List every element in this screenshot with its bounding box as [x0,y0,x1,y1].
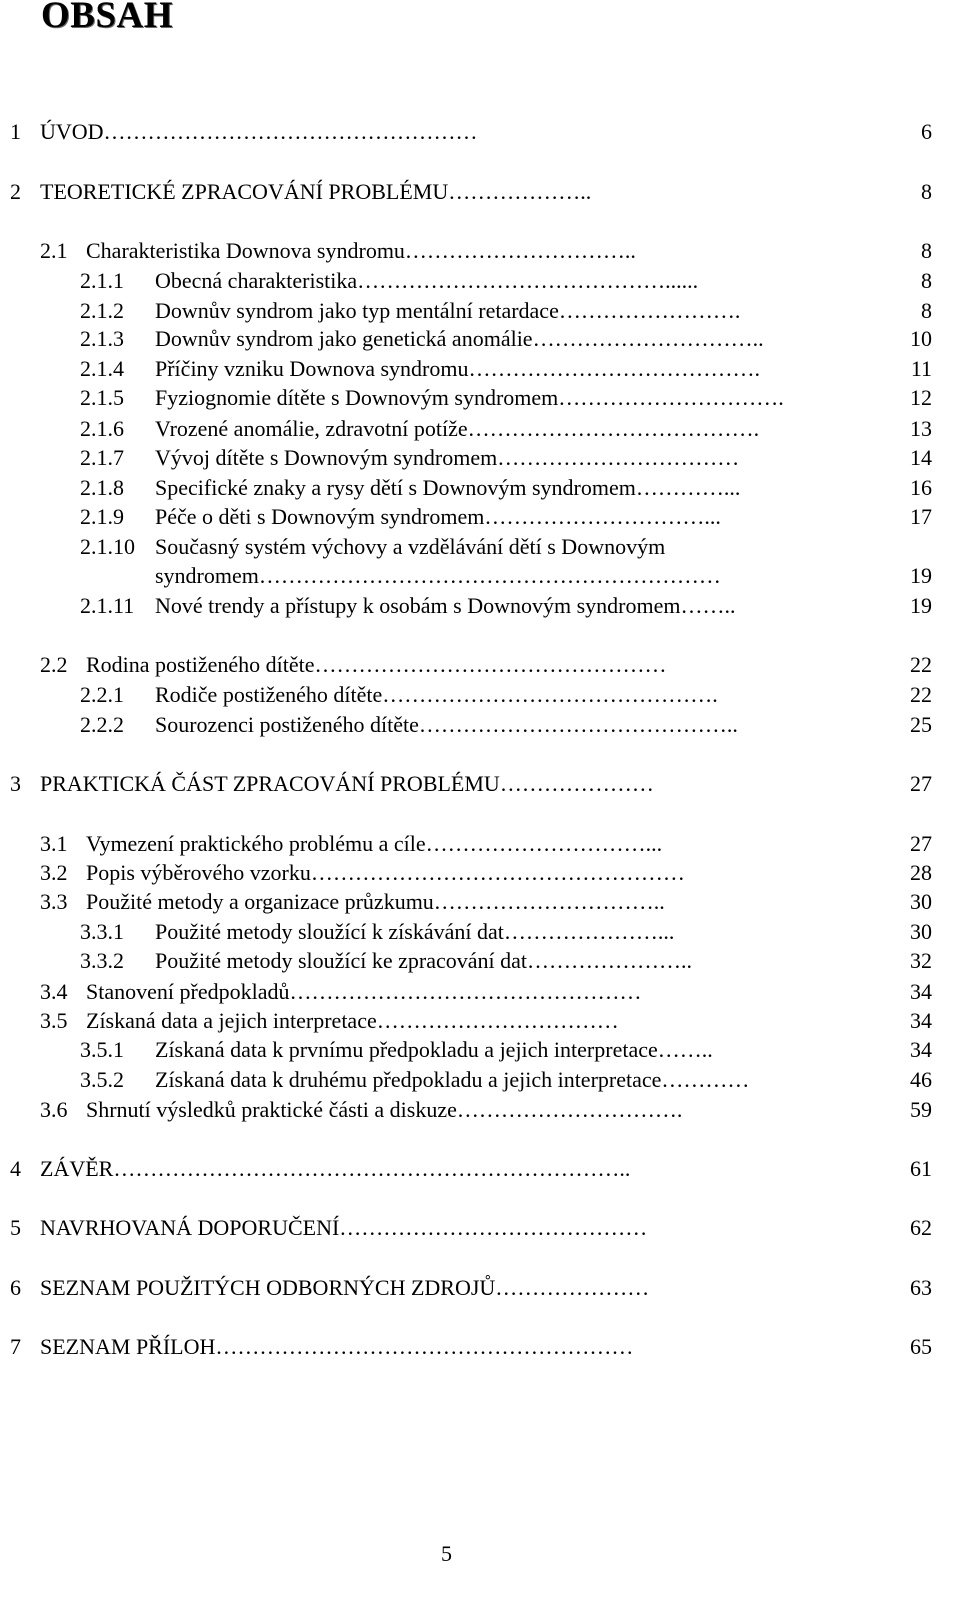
toc-entry-page: 27 [910,771,932,796]
toc-entry-page: 65 [910,1334,932,1359]
toc-entry-number: 6 [10,1275,21,1300]
toc-entry-title: Nové trendy a přístupy k osobám s Downovým syndromem…….. [155,593,736,618]
toc-entry-number: 3.4 [40,979,68,1004]
toc-entry-title: Použité metody sloužící k získávání dat…………………... [155,919,675,944]
toc-entry-page: 17 [910,504,932,529]
toc-entry-page: 8 [921,298,932,323]
toc-entry-page: 13 [910,416,932,441]
toc-entry-number: 3.3 [40,889,68,914]
toc-entry-number: 2.1.2 [80,298,124,323]
toc-entry-page: 8 [921,179,932,204]
page-number: 5 [441,1541,452,1566]
toc-entry-title: Vymezení praktického problému a cíle…………………………... [86,831,663,856]
toc-entry-page: 34 [910,1037,932,1062]
toc-entry-title: Specifické znaky a rysy dětí s Downovým syndromem…………... [155,475,741,500]
toc-entry-page: 63 [910,1275,932,1300]
toc-entry-title: TEORETICKÉ ZPRACOVÁNÍ PROBLÉMU……………….. [40,179,592,204]
toc-entry-number: 3.3.2 [80,948,124,973]
toc-entry-title: Použité metody a organizace průzkumu………………………….. [86,889,665,914]
toc-entry-title: Stanovení předpokladů………………………………………… [86,979,642,1004]
toc-entry-title: syndromem……………………………………………………… [155,563,721,588]
toc-entry-number: 3.3.1 [80,919,124,944]
toc-entry-title: Získaná data a jejich interpretace…………………………… [86,1008,619,1033]
toc-entry-number: 2.1.11 [80,593,135,618]
toc-entry-number: 3 [10,771,21,796]
toc-entry-number: 2.1.7 [80,445,124,470]
toc-entry-number: 3.2 [40,860,68,885]
toc-entry-number: 2.1.10 [80,534,135,559]
page-title: OBSAH [41,0,174,36]
toc-entry-title: Péče o děti s Downovým syndromem…………………………... [155,504,721,529]
toc-entry-title: ÚVOD…………………………………………… [40,119,478,144]
toc-entry-title: Obecná charakteristika……………………………………...... [155,268,699,293]
toc-entry-page: 34 [910,1008,932,1033]
toc-entry-page: 19 [910,563,932,588]
toc-entry-number: 2.1.1 [80,268,124,293]
toc-entry-number: 3.1 [40,831,68,856]
toc-entry-number: 3.5.1 [80,1037,124,1062]
toc-entry-page: 16 [910,475,932,500]
toc-entry-page: 6 [921,119,932,144]
toc-entry-number: 2 [10,179,21,204]
toc-entry-number: 4 [10,1156,21,1181]
toc-entry-title: Fyziognomie dítěte s Downovým syndromem…………………………. [155,385,784,410]
toc-entry-number: 2.1.3 [80,326,124,351]
toc-entry-title: Downův syndrom jako typ mentální retardace……………………. [155,298,741,323]
toc-entry-page: 34 [910,979,932,1004]
toc-entry-page: 62 [910,1215,932,1240]
toc-entry-title: Rodiče postiženého dítěte………………………………………. [155,682,718,707]
toc-entry-page: 25 [910,712,932,737]
toc-entry-title: SEZNAM PŘÍLOH………………………………………………… [40,1334,634,1359]
toc-entry-title: Sourozenci postiženého dítěte…………………………………….. [155,712,738,737]
toc-entry-title: Příčiny vzniku Downova syndromu…………………………………. [155,356,760,381]
toc-entry-number: 2.2 [40,652,68,677]
toc-entry-number: 2.1.5 [80,385,124,410]
toc-entry-title: Vývoj dítěte s Downovým syndromem…………………………… [155,445,740,470]
toc-entry-number: 2.1.8 [80,475,124,500]
toc-entry-page: 12 [910,385,932,410]
toc-entry-page: 14 [910,445,932,470]
toc-entry-page: 59 [910,1097,932,1122]
toc-entry-page: 8 [921,238,932,263]
toc-entry-title: ZÁVĚR…………………………………………………………….. [40,1156,631,1181]
toc-entry-number: 2.1.9 [80,504,124,529]
toc-entry-page: 61 [910,1156,932,1181]
toc-entry-page: 8 [921,268,932,293]
toc-entry-title: Shrnutí výsledků praktické části a diskuze…………………………. [86,1097,683,1122]
toc-entry-page: 46 [910,1067,932,1092]
toc-entry-number: 2.2.2 [80,712,124,737]
toc-entry-number: 2.1.6 [80,416,124,441]
toc-entry-title: Současný systém výchovy a vzdělávání dětí s Downovým [155,534,666,559]
toc-entry-page: 22 [910,682,932,707]
toc-entry-page: 22 [910,652,932,677]
toc-entry-title: Použité metody sloužící ke zpracování dat………………….. [155,948,693,973]
toc-entry-number: 3.5 [40,1008,68,1033]
toc-entry-number: 3.6 [40,1097,68,1122]
toc-entry-title: Získaná data k druhému předpokladu a jejich interpretace………… [155,1067,750,1092]
toc-entry-page: 30 [910,889,932,914]
toc-entry-page: 32 [910,948,932,973]
toc-entry-title: Downův syndrom jako genetická anomálie………………………….. [155,326,764,351]
toc-entry-title: Charakteristika Downova syndromu………………………….. [86,238,636,263]
toc-entry-number: 2.2.1 [80,682,124,707]
toc-entry-title: Rodina postiženého dítěte………………………………………… [86,652,667,677]
toc-entry-number: 3.5.2 [80,1067,124,1092]
toc-entry-page: 28 [910,860,932,885]
toc-entry-number: 5 [10,1215,21,1240]
toc-entry-page: 27 [910,831,932,856]
toc-entry-title: NAVRHOVANÁ DOPORUČENÍ…………………………………… [40,1215,648,1240]
toc-entry-title: Získaná data k prvnímu předpokladu a jejich interpretace…….. [155,1037,713,1062]
toc-entry-page: 19 [910,593,932,618]
toc-entry-page: 10 [910,326,932,351]
toc-entry-title: Popis výběrového vzorku…………………………………………… [86,860,685,885]
toc-entry-title: Vrozené anomálie, zdravotní potíže…………………………………. [155,416,760,441]
toc-entry-page: 11 [910,356,932,381]
toc-entry-page: 30 [910,919,932,944]
toc-entry-number: 1 [10,119,21,144]
toc-entry-title: SEZNAM POUŽITÝCH ODBORNÝCH ZDROJŮ………………… [40,1275,650,1300]
toc-entry-number: 2.1.4 [80,356,124,381]
toc-entry-number: 2.1 [40,238,68,263]
toc-entry-title: PRAKTICKÁ ČÁST ZPRACOVÁNÍ PROBLÉMU………………… [40,771,654,796]
toc-entry-number: 7 [10,1334,21,1359]
